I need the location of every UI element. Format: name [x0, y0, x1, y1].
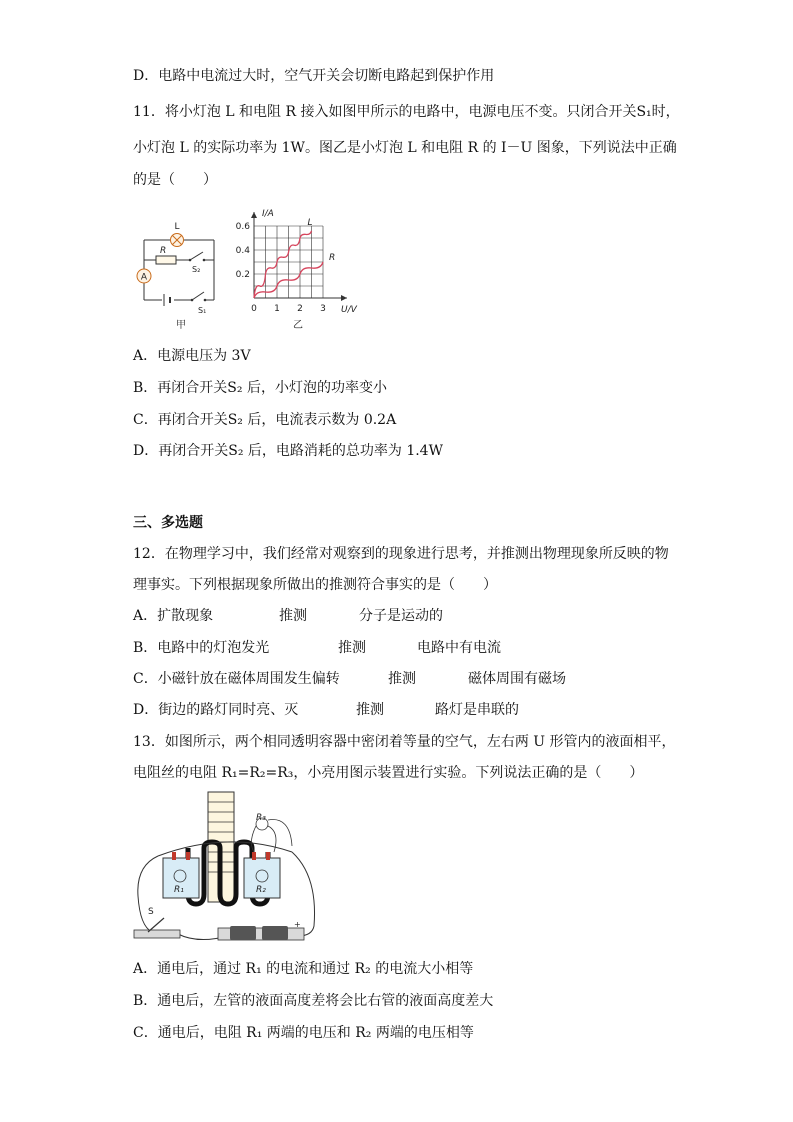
q13-option-c: C．通电后，电阻 R₁ 两端的电压和 R₂ 两端的电压相等	[133, 1025, 474, 1041]
y-tick-label: 0.4	[235, 246, 250, 256]
q11-option-b: B．再闭合开关S₂ 后，小灯泡的功率变小	[133, 380, 387, 396]
x-tick-label: 2	[297, 304, 303, 314]
arrow-label: 推测	[356, 702, 384, 718]
series-label-L: L	[307, 217, 313, 228]
q11-option-c: C．再闭合开关S₂ 后，电流表示数为 0.2A	[133, 412, 397, 428]
r2-label: R₂	[256, 885, 266, 895]
r1-label: R₁	[174, 885, 184, 895]
arrow-label: 推测	[338, 640, 366, 656]
x-tick-label: 1	[274, 304, 280, 314]
lamp-label: L	[174, 222, 180, 232]
y-tick-label: 0.2	[235, 270, 250, 280]
q13-apparatus-figure	[128, 786, 323, 948]
arrow-label: 推测	[279, 608, 307, 624]
y-axis-label: I/A	[262, 209, 274, 219]
arrow-label: 推测	[388, 671, 416, 687]
switch1-label: S₁	[198, 306, 207, 315]
q11-stem-line1: 11．将小灯泡 L 和电阻 R 接入如图甲所示的电路中，电源电压不变。只闭合开关S₁时，	[133, 104, 680, 120]
q11-stem-line2: 小灯泡 L 的实际功率为 1W。图乙是小灯泡 L 和电阻 R 的 I－U 图象，下列说法中正确	[133, 140, 677, 156]
x-axis-label: U/V	[341, 305, 357, 315]
r3-label: R₃	[256, 813, 266, 823]
phenomenon: C．小磁针放在磁体周围发生偏转	[133, 671, 340, 687]
q13-option-a: A．通电后，通过 R₁ 的电流和通过 R₂ 的电流大小相等	[133, 961, 474, 977]
q11-stem-line3: 的是（ ）	[133, 172, 217, 188]
figure-yi-caption: 乙	[293, 320, 303, 331]
q10-option-d: D．电路中电流过大时，空气开关会切断电路起到保护作用	[133, 68, 495, 84]
series-line-L	[254, 231, 312, 298]
x-tick-label: 0	[251, 304, 257, 314]
q11-option-a: A．电源电压为 3V	[133, 348, 251, 364]
figure-jia-caption: 甲	[176, 320, 186, 331]
inference: 分子是运动的	[359, 608, 443, 624]
series-label-R: R	[329, 253, 336, 263]
phenomenon: A．扩散现象	[133, 608, 214, 624]
q12-stem-line1: 12．在物理学习中，我们经常对观察到的现象进行思考，并推测出物理现象所反映的物	[133, 546, 669, 562]
svg-text:+: +	[294, 920, 301, 929]
ammeter-label: A	[140, 272, 148, 283]
figure-yi-chart	[232, 200, 374, 334]
y-axis-arrow	[251, 212, 257, 218]
phenomenon: B．电路中的灯泡发光	[133, 640, 270, 656]
q13-stem-line2: 电阻丝的电阻 R₁=R₂=R₃，小亮用图示装置进行实验。下列说法正确的是（ ）	[133, 765, 644, 781]
x-tick-label: 3	[320, 304, 326, 314]
switch-label: S	[148, 907, 154, 917]
q13-stem-line1: 13．如图所示，两个相同透明容器中密闭着等量的空气，左右两 U 形管内的液面相平，	[133, 734, 676, 750]
switch2-label: S₂	[192, 265, 201, 274]
section-heading: 三、多选题	[133, 515, 203, 531]
figure-jia-circuit	[128, 216, 220, 334]
q11-option-d: D．再闭合开关S₂ 后，电路消耗的总功率为 1.4W	[133, 443, 443, 459]
resistor-label: R	[160, 246, 167, 256]
q13-option-b: B．通电后，左管的液面高度差将会比右管的液面高度差大	[133, 993, 494, 1009]
inference: 磁体周围有磁场	[468, 671, 566, 687]
x-axis-arrow	[341, 295, 347, 301]
phenomenon: D．街边的路灯同时亮、灭	[133, 702, 299, 718]
q12-stem-line2: 理事实。下列根据现象所做出的推测符合事实的是（ ）	[133, 577, 497, 593]
inference: 电路中有电流	[417, 640, 501, 656]
y-tick-label: 0.6	[235, 222, 250, 232]
inference: 路灯是串联的	[435, 702, 519, 718]
